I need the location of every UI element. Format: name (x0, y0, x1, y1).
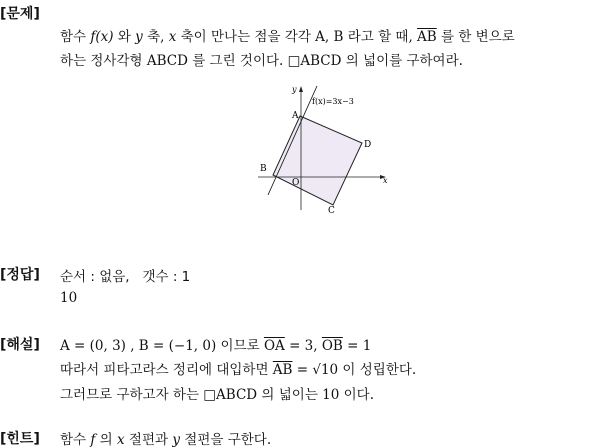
text: 의 (95, 432, 117, 448)
y-axis-label: y (292, 85, 297, 94)
answer-meta (60, 265, 190, 285)
square-figure (250, 80, 395, 220)
origin-label: O (292, 178, 300, 188)
square-abcd (273, 116, 362, 205)
order-text: 순서 : 없음, (60, 269, 130, 285)
point-d-label: D (364, 140, 372, 150)
point-c-label: C (328, 206, 335, 216)
var-y: y (135, 29, 143, 45)
text: 절편을 구한다. (179, 432, 272, 448)
problem-line-2: 하는 정사각형 ABCD 를 그린 것이다. □ABCD 의 넓이를 구하여라. (60, 53, 463, 69)
segment-ab: $\overline{AB}$ (272, 362, 293, 378)
text: A = (0, 3) , B = (−1, 0) 이므로 (60, 338, 264, 354)
point-a-label: A (292, 111, 299, 121)
var-f: f (90, 432, 96, 448)
text: 축이 만나는 점을 각각 A, B 라고 할 때, (176, 29, 418, 45)
text: 를 한 변으로 (436, 29, 515, 45)
problem-line-1 (60, 25, 515, 45)
text: 축, (142, 29, 169, 45)
answer-label: [정답] (0, 267, 40, 283)
var-y: y (172, 432, 180, 448)
count-text: 갯수 : 1 (142, 269, 191, 285)
text: = 1 (342, 338, 372, 354)
text: = √10 이 성립한다. (292, 362, 417, 378)
segment-ob: $\overline{OB}$ (321, 338, 343, 354)
y-arrow (299, 86, 303, 92)
hint-line (60, 428, 271, 448)
segment-oa: $\overline{OA}$ (263, 338, 285, 354)
function-fx: f(x) (90, 29, 114, 45)
solution-line-1 (60, 334, 371, 354)
solution-line-3: 그러므로 구하고자 하는 □ABCD 의 넓이는 10 이다. (60, 387, 374, 403)
answer-value: 10 (60, 290, 78, 306)
text: 따라서 피타고라스 정리에 대입하면 (60, 362, 273, 378)
var-x: x (117, 432, 125, 448)
text: 와 (113, 29, 136, 45)
x-axis-label: x (383, 176, 388, 185)
segment-ab: $\overline{AB}$ (417, 29, 437, 45)
problem-label: [문제] (0, 6, 40, 22)
text: 절편과 (124, 432, 173, 448)
text: 함수 (60, 29, 91, 45)
hint-label: [힌트] (0, 431, 40, 447)
point-b-label: B (260, 164, 267, 174)
var-x: x (168, 29, 177, 45)
text: = 3, (284, 338, 322, 354)
solution-label: [해설] (0, 337, 40, 353)
function-label: f(x)=3x−3 (312, 97, 354, 106)
solution-line-2 (60, 358, 416, 378)
text: 함수 (60, 432, 91, 448)
